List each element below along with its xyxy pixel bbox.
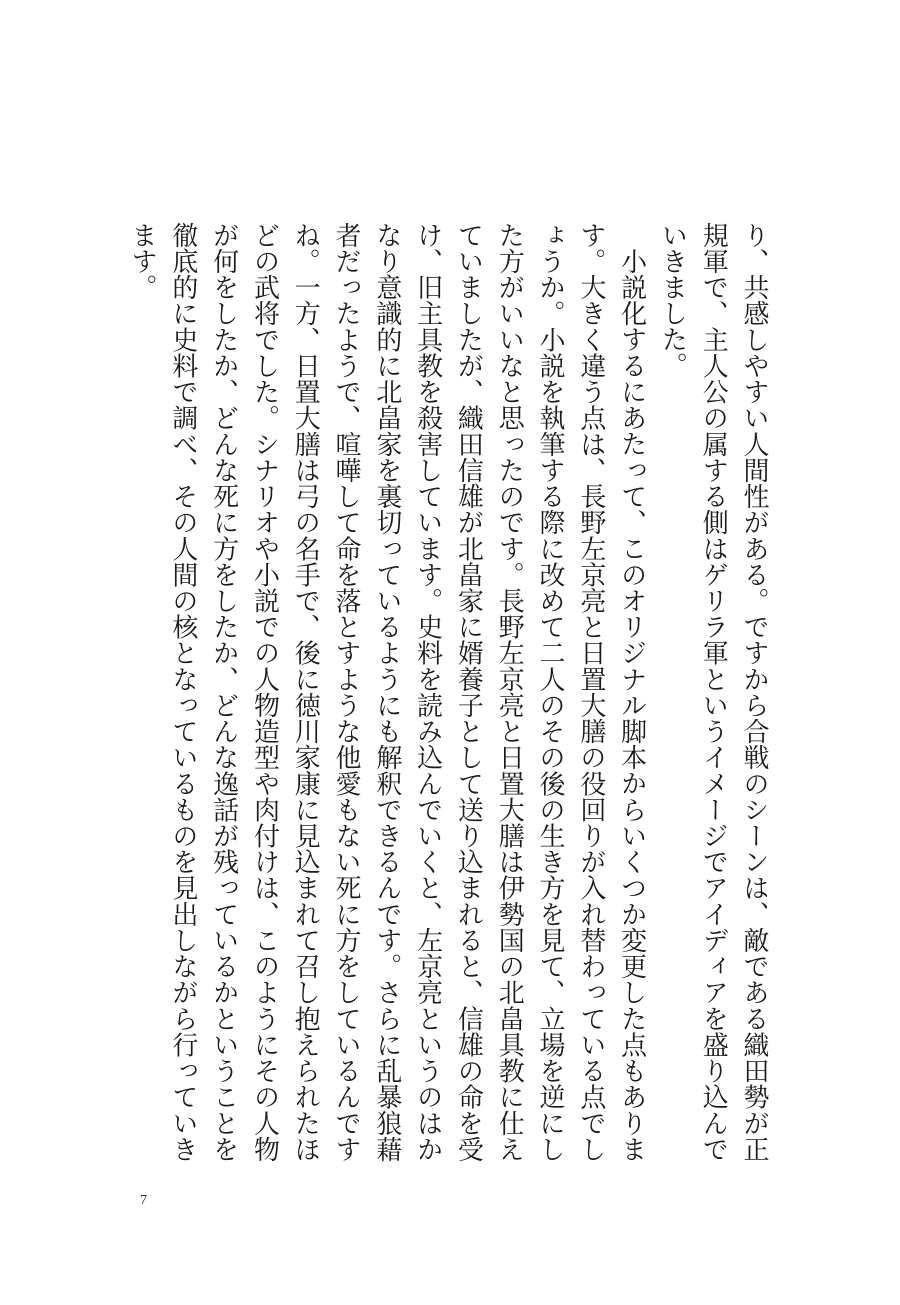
paragraph-1-text: 主人公の属する側はゲリラ軍というイメージでアイディアを盛り込んでいきました。 (657, 222, 729, 1163)
continued-text: り、共感しやすい人間性がある。ですから合戦のシーンは、敵である織田勢が正規軍で、 (698, 222, 769, 1163)
paragraph-continued (652, 222, 774, 1162)
vertical-body-text (127, 222, 774, 1163)
page-number: 7 (140, 1193, 147, 1208)
paragraph-2 (121, 222, 651, 1162)
paragraph-2-text: 小説化するにあたって、このオリジナル脚本からいくつか変更した点もあります。大きく違う点は、長野左京亮と日置大膳の役回りが入れ替わっている点でしょうか。小説を執筆する際に改めて二人のその後の生き方を見て、立場を逆にした方がいいなと思ったのです。長野左京亮と日置大膳は伊勢国の北畠具教に仕えていましたが、織田信雄が北畠家に婿養子として送り込まれると、信雄の命を受け、旧主具教を殺害しています。史料を読み込んでいくと、左京亮というのはかなり意識的に北畠家を裏切っているようにも解釈できるんです。さらに乱暴狼藉者だったようで、喧嘩して命を落とすような他愛もない死に方をしているんですね。一方、日置大膳は弓の名手で、後に徳川家康に見込まれて召し抱えられたほどの武将でした。シナリオや小説での人物造型や肉付けは、このようにその人物が何をしたか、どんな死に方をしたか、どんな逸話が残っているかということを徹底的に史料で調べ、その人間の核となっているものを見出しながら行っていきます。 (127, 222, 647, 1162)
